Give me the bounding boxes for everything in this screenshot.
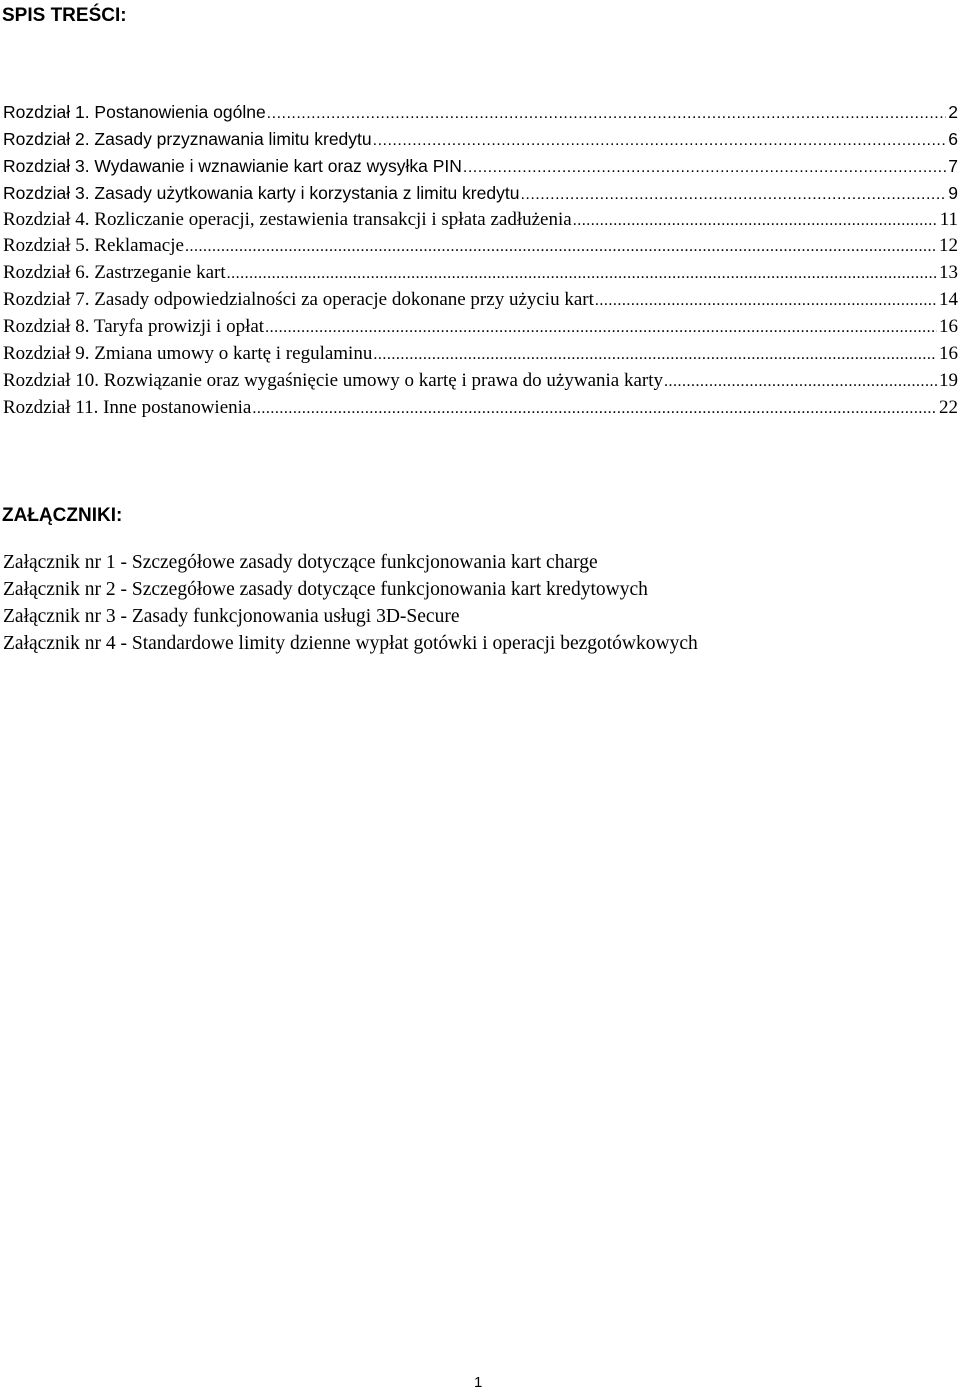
- toc-entry-title: Rozdział 3. Zasady użytkowania karty i korzystania z limitu kredytu: [3, 182, 520, 203]
- toc-entry-title: Rozdział 2. Zasady przyznawania limitu kredytu: [3, 128, 372, 149]
- toc-entry-page: 14: [939, 289, 958, 311]
- toc-entry[interactable]: [3, 260, 958, 287]
- annex-item: Załącznik nr 2 - Szczegółowe zasady dotyczące funkcjonowania kart kredytowych: [3, 578, 648, 600]
- toc-entry-page: 9: [948, 182, 958, 203]
- toc-leader-dots: [595, 288, 937, 315]
- toc-leader-dots: [573, 208, 938, 235]
- toc-entry[interactable]: [3, 314, 958, 341]
- toc-leader-dots: [463, 155, 946, 182]
- toc-leader-dots: [265, 315, 937, 342]
- annex-item: Załącznik nr 3 - Zasady funkcjonowania usługi 3D-Secure: [3, 605, 460, 627]
- toc-entry[interactable]: [3, 180, 958, 207]
- toc-entry-page: 13: [939, 262, 958, 284]
- toc-leader-dots: [252, 396, 937, 423]
- toc-entry[interactable]: [3, 287, 958, 314]
- annex-item: Załącznik nr 1 - Szczegółowe zasady dotyczące funkcjonowania kart charge: [3, 552, 598, 573]
- toc-leader-dots: [373, 128, 947, 155]
- table-of-contents: [3, 99, 958, 422]
- toc-entry[interactable]: [3, 126, 958, 153]
- toc-entry-title: Rozdział 3. Wydawanie i wznawianie kart oraz wysyłka PIN: [3, 155, 462, 176]
- toc-entry-title: Rozdział 8. Taryfa prowizji i opłat: [3, 316, 265, 338]
- toc-entry-title: Rozdział 9. Zmiana umowy o kartę i regulaminu: [3, 343, 373, 365]
- toc-entry-title: Rozdział 11. Inne postanowienia: [3, 396, 252, 418]
- toc-entry-title: Rozdział 1. Postanowienia ogólne: [3, 102, 266, 122]
- toc-entry[interactable]: [3, 99, 958, 126]
- toc-entry-page: 16: [939, 316, 958, 338]
- toc-entry[interactable]: [3, 153, 958, 180]
- toc-entry-page: 7: [948, 155, 958, 176]
- toc-entry-title: Rozdział 10. Rozwiązanie oraz wygaśnięcie umowy o kartę i prawa do używania karty: [3, 369, 663, 391]
- toc-entry[interactable]: [3, 207, 958, 234]
- toc-entry-page: 16: [939, 343, 958, 365]
- toc-entry[interactable]: [3, 368, 958, 395]
- toc-entry-page: 6: [948, 128, 958, 149]
- annex-item: Załącznik nr 4 - Standardowe limity dzienne wypłat gotówki i operacji bezgotówkowych: [3, 632, 698, 654]
- toc-entry-page: 22: [939, 396, 958, 418]
- toc-leader-dots: [520, 182, 946, 209]
- annex-list: [3, 550, 698, 658]
- toc-leader-dots: [373, 342, 937, 369]
- toc-entry-page: 2: [948, 102, 958, 122]
- toc-entry-title: Rozdział 6. Zastrzeganie kart: [3, 262, 226, 284]
- toc-entry[interactable]: [3, 395, 958, 422]
- annex-heading: ZAŁĄCZNIKI:: [2, 505, 123, 526]
- toc-entry[interactable]: [3, 341, 958, 368]
- toc-entry-page: 12: [939, 235, 958, 257]
- toc-entry-title: Rozdział 5. Reklamacje: [3, 235, 184, 257]
- toc-heading: SPIS TREŚCI:: [2, 5, 127, 26]
- toc-leader-dots: [185, 234, 937, 261]
- toc-leader-dots: [267, 101, 947, 128]
- toc-leader-dots: [664, 369, 937, 396]
- page-number: 1: [474, 1374, 483, 1391]
- toc-entry-title: Rozdział 4. Rozliczanie operacji, zestawienia transakcji i spłata zadłużenia: [3, 208, 572, 230]
- toc-entry-title: Rozdział 7. Zasady odpowiedzialności za operacje dokonane przy użyciu kart: [3, 289, 594, 311]
- toc-entry-page: 11: [939, 208, 958, 230]
- toc-leader-dots: [227, 261, 937, 288]
- toc-entry-page: 19: [939, 369, 958, 391]
- toc-entry[interactable]: [3, 233, 958, 260]
